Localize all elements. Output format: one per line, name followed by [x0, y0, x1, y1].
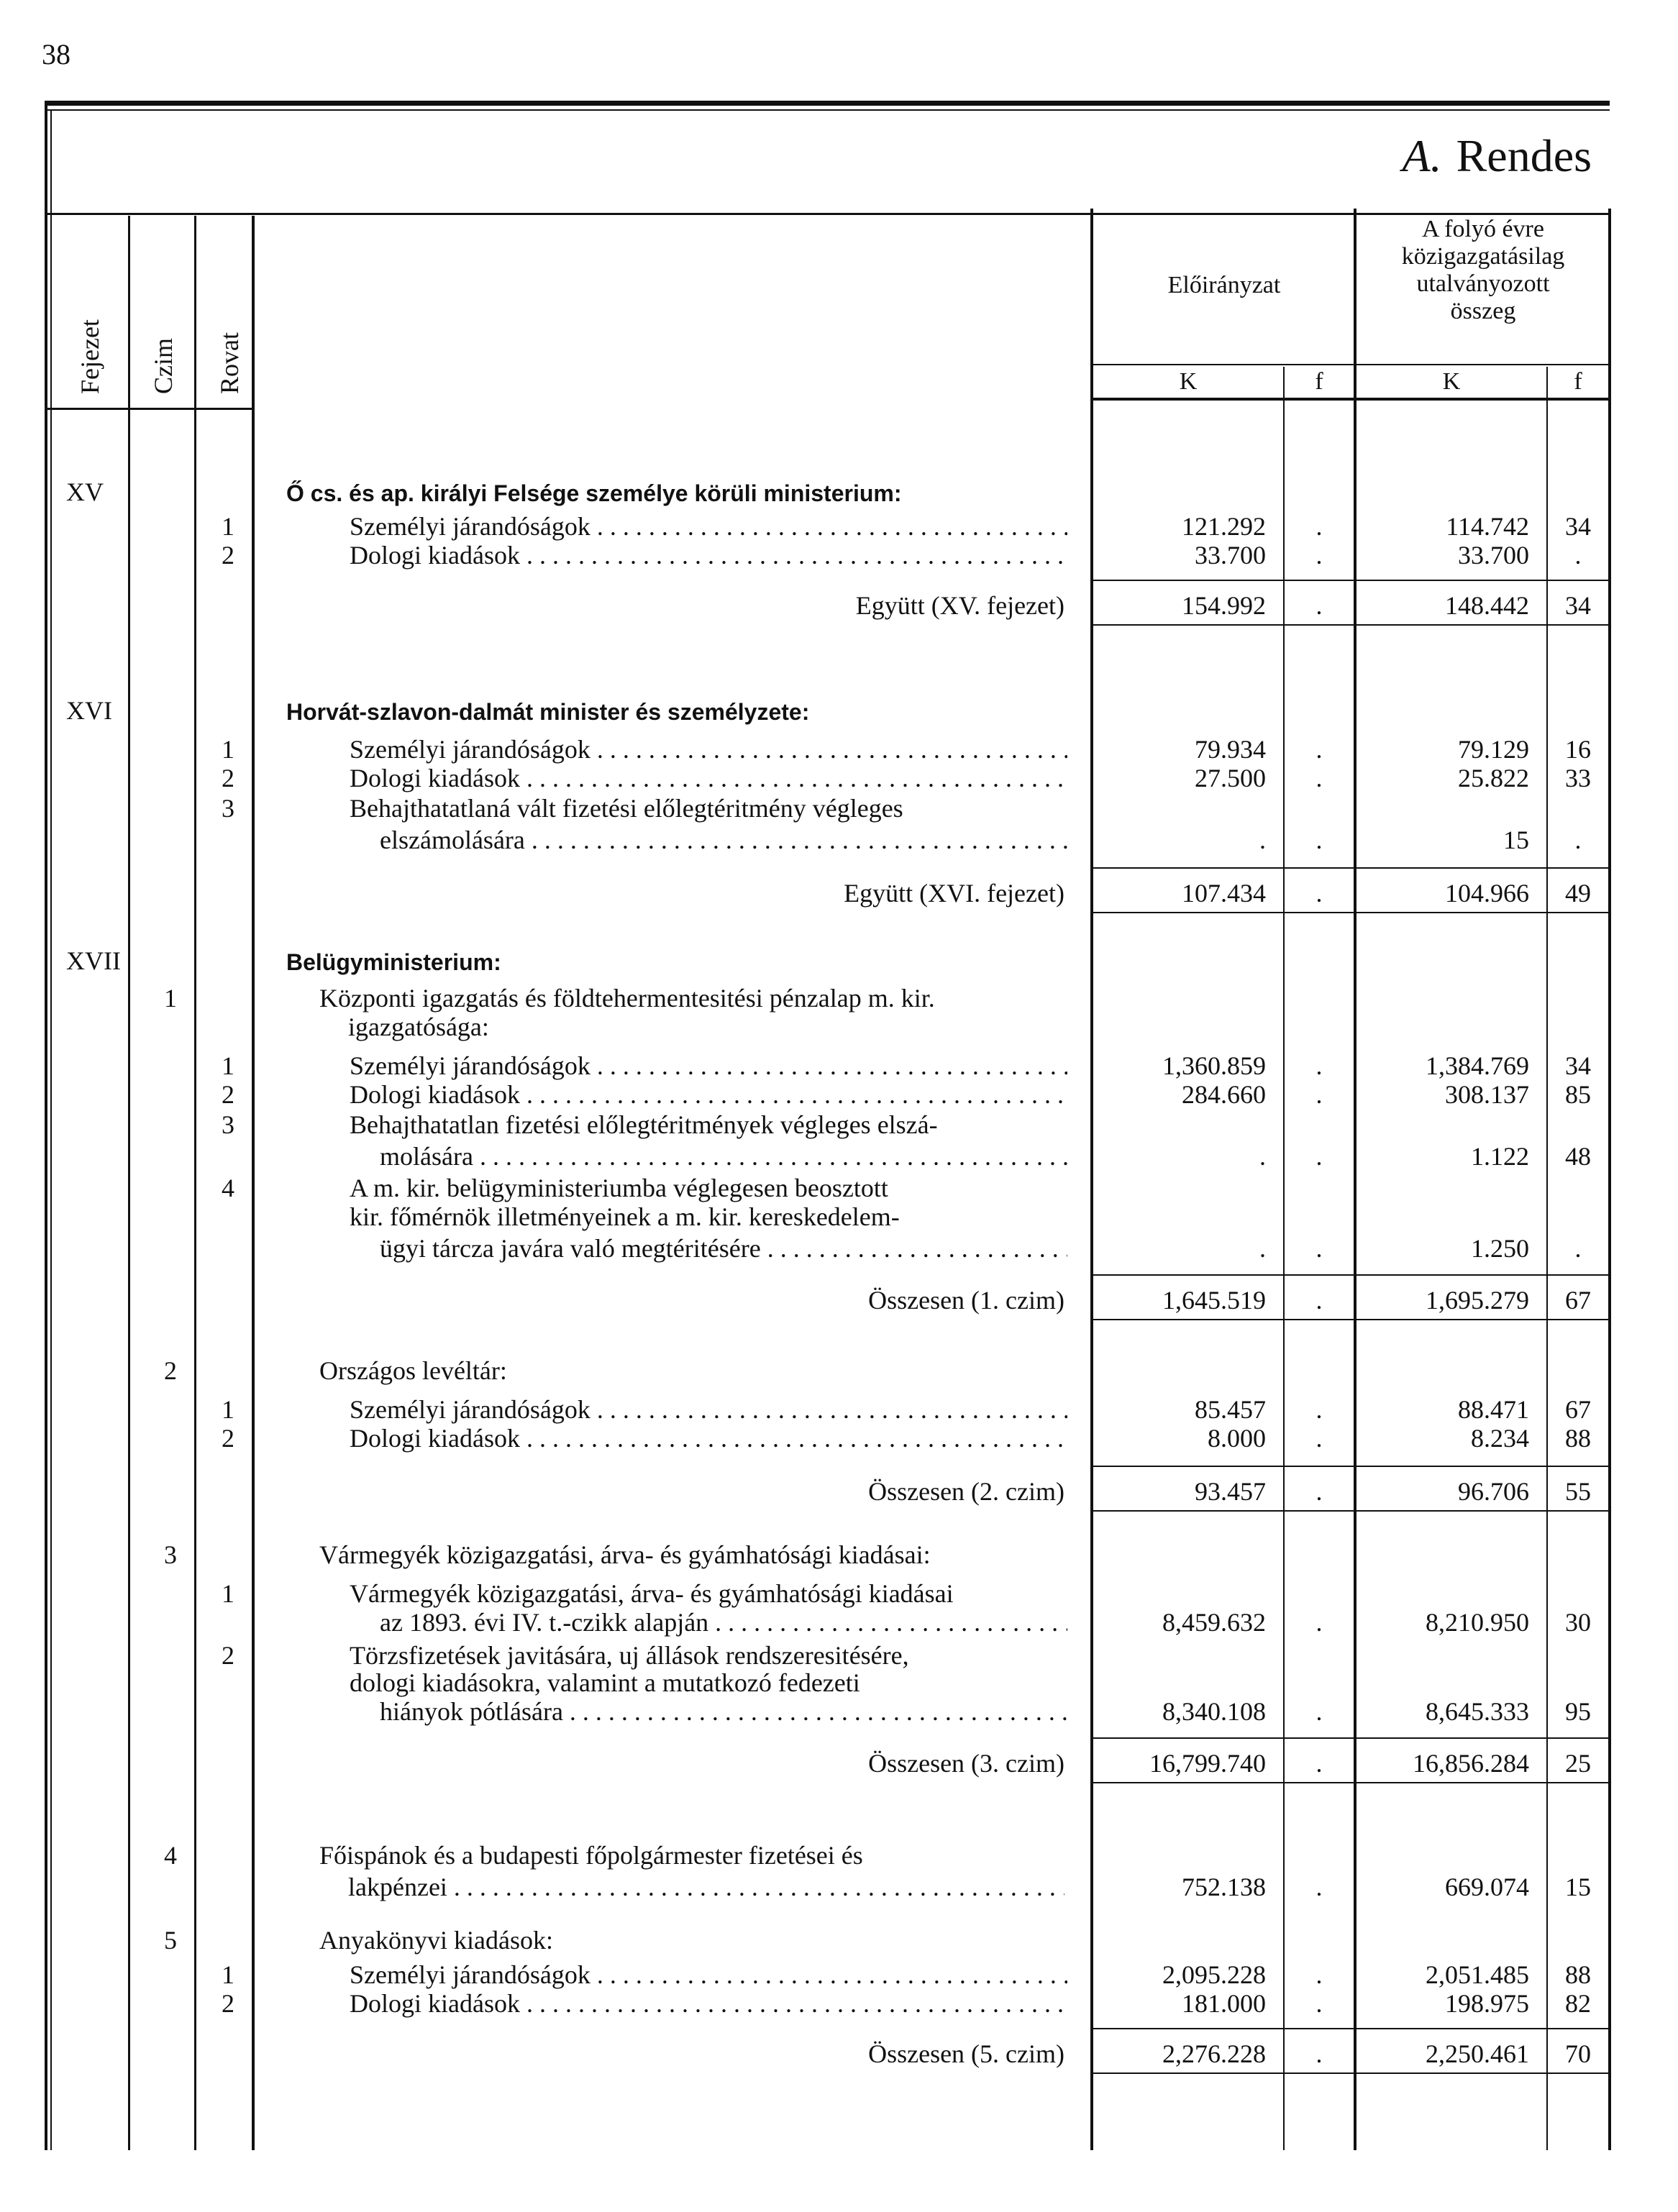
czim-number: 1: [164, 984, 177, 1013]
sum-rule-bottom: [1093, 1319, 1608, 1320]
line-item-label: Dologi kiadások . . .: [350, 764, 1067, 792]
eloiranyzat-f: .: [1316, 764, 1323, 792]
eloiranyzat-k: 181.000: [1182, 1989, 1266, 2018]
utalvanyozott-k: 104.966: [1445, 879, 1529, 908]
line-item-label: Dologi kiadások . . .: [350, 1424, 1067, 1453]
total-label: Összesen (2. czim): [868, 1477, 1064, 1506]
fejezet-label: XVI: [66, 696, 112, 725]
utalvanyozott-f: 34: [1565, 512, 1591, 541]
eloiranyzat-k: 8.000: [1208, 1424, 1266, 1453]
utalvanyozott-f: 85: [1565, 1080, 1591, 1109]
rovat-number: 4: [222, 1174, 234, 1202]
line-item-label: az 1893. évi IV. t.-czikk alapján . . .: [380, 1608, 1067, 1637]
utalvanyozott-k: 198.975: [1445, 1989, 1529, 2018]
eloiranyzat-f: .: [1316, 1477, 1323, 1506]
rovat-number: 1: [222, 735, 234, 764]
line-item-label: Személyi járandóságok . . .: [350, 1960, 1067, 1989]
total-label: Együtt (XV. fejezet): [855, 591, 1064, 620]
section-title: Belügyministerium:: [286, 949, 501, 975]
line-item: [350, 1424, 1067, 1453]
utalvanyozott-k: 79.129: [1458, 735, 1529, 764]
line-item-text: dologi kiadásokra, valamint a mutatkozó fedezeti: [350, 1668, 860, 1697]
line-item-label: Személyi járandóságok . . .: [350, 735, 1067, 764]
utalvanyozott-f: 67: [1565, 1286, 1591, 1315]
sum-rule-top: [1093, 1466, 1608, 1467]
line-item: [350, 1080, 1067, 1109]
eloiranyzat-f: .: [1316, 1395, 1323, 1424]
sum-rule-top: [1093, 1274, 1608, 1276]
eloiranyzat-f: .: [1316, 826, 1323, 854]
eloiranyzat-f: .: [1316, 1080, 1323, 1109]
utalvanyozott-f: .: [1574, 826, 1582, 854]
utalvanyozott-f: 49: [1565, 879, 1591, 908]
rovat-number: 1: [222, 1960, 234, 1989]
header-utalv-line-2: közigazgatásilag: [1401, 243, 1565, 270]
eloiranyzat-k: 154.992: [1182, 591, 1266, 620]
sum-rule-top: [1093, 2028, 1608, 2029]
col-line-right: [1608, 209, 1611, 2150]
sum-rule-bottom: [1093, 912, 1608, 913]
utalvanyozott-k: 16,856.284: [1413, 1749, 1529, 1778]
eloiranyzat-k: 284.660: [1182, 1080, 1266, 1109]
left-border-inner: [50, 109, 52, 2150]
eloiranyzat-f: .: [1316, 1873, 1323, 1901]
header-bottom-rule-right: [1092, 398, 1610, 401]
line-item-label: ügyi tárcza javára való megtéritésére . . .: [380, 1234, 1067, 1263]
eloiranyzat-f: .: [1316, 1697, 1323, 1726]
eloiranyzat-k: .: [1259, 1142, 1266, 1171]
line-item-label: Személyi járandóságok . . .: [350, 1395, 1067, 1424]
line-item-label: elszámolására . . .: [380, 826, 1067, 854]
line-item-label: lakpénzei . . .: [348, 1873, 1064, 1901]
czim-title: Központi igazgatás és földtehermentesitési pénzalap m. kir.: [319, 984, 935, 1013]
header-eloiranyzat: Előirányzat: [1167, 272, 1281, 298]
utalvanyozott-k: 2,250.461: [1426, 2039, 1529, 2068]
eloiranyzat-f: .: [1316, 541, 1323, 570]
utalvanyozott-k: 308.137: [1445, 1080, 1529, 1109]
line-item-label: Személyi járandóságok . . .: [350, 1051, 1067, 1080]
sum-rule-bottom: [1093, 1510, 1608, 1512]
utalvanyozott-f: 70: [1565, 2039, 1591, 2068]
czim-title: Anyakönyvi kiadások:: [319, 1926, 553, 1955]
total-label: Összesen (1. czim): [868, 1286, 1064, 1315]
eloiranyzat-f: .: [1316, 2039, 1323, 2068]
czim-number: 4: [164, 1841, 177, 1870]
rovat-number: 2: [222, 541, 234, 570]
header-top-rule: [45, 213, 1610, 215]
line-item: [380, 1234, 1067, 1263]
utalvanyozott-f: .: [1574, 541, 1582, 570]
eloiranyzat-k: 33.700: [1195, 541, 1266, 570]
line-item: [350, 1051, 1067, 1080]
line-item: [350, 764, 1067, 792]
eloiranyzat-f: .: [1316, 1608, 1323, 1637]
eloiranyzat-k: 27.500: [1195, 764, 1266, 792]
utalvanyozott-f: 34: [1565, 591, 1591, 620]
line-item-label: Személyi járandóságok . . .: [350, 512, 1067, 541]
utalvanyozott-k: 148.442: [1445, 591, 1529, 620]
rovat-number: 1: [222, 1051, 234, 1080]
sum-rule-bottom: [1093, 624, 1608, 626]
utalvanyozott-k: 114.742: [1446, 512, 1529, 541]
sum-rule-bottom: [1093, 2072, 1608, 2074]
line-item: [350, 541, 1067, 570]
rovat-number: 2: [222, 764, 234, 792]
line-item-label: molására . . .: [380, 1142, 1067, 1171]
header-f2: f: [1574, 368, 1582, 395]
czim-title-cont: igazgatósága:: [348, 1013, 489, 1041]
col-line-text: [252, 216, 255, 2150]
header-czim: Czim: [149, 338, 178, 394]
czim-title: Vármegyék közigazgatási, árva- és gyámhatósági kiadásai:: [319, 1540, 931, 1569]
rovat-number: 1: [222, 1579, 234, 1608]
eloiranyzat-k: 1,360.859: [1162, 1051, 1266, 1080]
rovat-number: 1: [222, 1395, 234, 1424]
header-k1: K: [1179, 368, 1198, 395]
rovat-number: 2: [222, 1080, 234, 1109]
utalvanyozott-k: 8,645.333: [1426, 1697, 1529, 1726]
rovat-number: 3: [222, 1110, 234, 1139]
utalvanyozott-k: 96.706: [1458, 1477, 1529, 1506]
top-rule-thick: [45, 101, 1610, 106]
line-item: [350, 1960, 1067, 1989]
eloiranyzat-k: 93.457: [1195, 1477, 1266, 1506]
line-item: [380, 1608, 1067, 1637]
utalvanyozott-k: 8.234: [1471, 1424, 1529, 1453]
eloiranyzat-k: 2,276.228: [1162, 2039, 1266, 2068]
czim-number: 5: [164, 1926, 177, 1955]
line-item: [350, 1989, 1067, 2018]
total-label: Összesen (3. czim): [868, 1749, 1064, 1778]
top-rule-thin: [45, 109, 1610, 111]
header-k2: K: [1442, 368, 1461, 395]
eloiranyzat-k: .: [1259, 826, 1266, 854]
header-rovat: Rovat: [215, 332, 244, 394]
rovat-number: 2: [222, 1989, 234, 2018]
utalvanyozott-k: 15: [1503, 826, 1529, 854]
utalvanyozott-k: 25.822: [1458, 764, 1529, 792]
eloiranyzat-k: 752.138: [1182, 1873, 1266, 1901]
czim-number: 2: [164, 1356, 177, 1385]
line-item: [350, 512, 1067, 541]
line-item-label: Dologi kiadások . . .: [350, 1989, 1067, 2018]
sum-rule-top: [1093, 580, 1608, 581]
utalvanyozott-k: 1.122: [1471, 1142, 1529, 1171]
eloiranyzat-k: 107.434: [1182, 879, 1266, 908]
utalvanyozott-f: 88: [1565, 1424, 1591, 1453]
utalvanyozott-k: 1.250: [1471, 1234, 1529, 1263]
total-label: Összesen (5. czim): [868, 2039, 1064, 2068]
rovat-number: 2: [222, 1641, 234, 1670]
line-item-text: Törzsfizetések javitására, uj állások rendszeresitésére,: [350, 1641, 909, 1670]
header-utalvanyozott: [1356, 216, 1610, 325]
czim-title: Országos levéltár:: [319, 1356, 507, 1385]
line-item: [380, 1697, 1067, 1726]
eloiranyzat-f: .: [1316, 1989, 1323, 2018]
utalvanyozott-f: 34: [1565, 1051, 1591, 1080]
header-utalv-line-1: A folyó évre: [1422, 216, 1544, 242]
page-title: [1403, 129, 1592, 183]
sum-rule-top: [1093, 1737, 1608, 1739]
sum-rule-bottom: [1093, 1782, 1608, 1783]
title-word: Rendes: [1456, 130, 1592, 181]
fejezet-label: XVII: [66, 946, 121, 975]
total-label: Együtt (XVI. fejezet): [844, 879, 1064, 908]
line-item-text: kir. főmérnök illetményeinek a m. kir. kereskedelem-: [350, 1202, 900, 1231]
col-line-k2: [1354, 209, 1356, 2150]
eloiranyzat-k: 8,340.108: [1162, 1697, 1266, 1726]
eloiranyzat-f: .: [1316, 1142, 1323, 1171]
utalvanyozott-f: .: [1574, 1234, 1582, 1263]
eloiranyzat-k: 79.934: [1195, 735, 1266, 764]
line-item-label: Dologi kiadások . . .: [350, 541, 1067, 570]
utalvanyozott-k: 8,210.950: [1426, 1608, 1529, 1637]
header-bottom-rule-left: [45, 408, 253, 410]
eloiranyzat-f: .: [1316, 735, 1323, 764]
rovat-number: 2: [222, 1424, 234, 1453]
col-line-czim: [128, 216, 130, 2150]
header-fejezet: Fejezet: [76, 319, 104, 394]
line-item: [350, 1395, 1067, 1424]
utalvanyozott-f: 30: [1565, 1608, 1591, 1637]
kf-rule: [1092, 364, 1610, 365]
section-title: Horvát-szlavon-dalmát minister és személyzete:: [286, 699, 810, 725]
line-item-label: hiányok pótlására . . .: [380, 1697, 1067, 1726]
eloiranyzat-k: 121.292: [1182, 512, 1266, 541]
eloiranyzat-f: .: [1316, 591, 1323, 620]
eloiranyzat-k: 16,799.740: [1149, 1749, 1266, 1778]
czim-title: Főispánok és a budapesti főpolgármester fizetései és: [319, 1841, 863, 1870]
line-item-text: Behajthatatlaná vált fizetési előlegtéritmény végleges: [350, 794, 903, 823]
line-item-text: Vármegyék közigazgatási, árva- és gyámhatósági kiadásai: [350, 1579, 954, 1608]
fejezet-label: XV: [66, 477, 104, 506]
utalvanyozott-f: 67: [1565, 1395, 1591, 1424]
sum-rule-top: [1093, 867, 1608, 869]
utalvanyozott-k: 1,384.769: [1426, 1051, 1529, 1080]
eloiranyzat-k: 85.457: [1195, 1395, 1266, 1424]
page-number: 38: [42, 38, 70, 70]
utalvanyozott-f: 16: [1565, 735, 1591, 764]
header-utalv-line-3: utalványozott: [1416, 270, 1550, 297]
utalvanyozott-f: 15: [1565, 1873, 1591, 1901]
utalvanyozott-f: 48: [1565, 1142, 1591, 1171]
utalvanyozott-k: 2,051.485: [1426, 1960, 1529, 1989]
eloiranyzat-f: .: [1316, 1424, 1323, 1453]
utalvanyozott-k: 33.700: [1458, 541, 1529, 570]
line-item: [380, 1142, 1067, 1171]
section-title: Ő cs. és ap. királyi Felsége személye körüli ministerium:: [286, 480, 902, 506]
header-utalv-line-4: összeg: [1450, 298, 1516, 324]
eloiranyzat-k: .: [1259, 1234, 1266, 1263]
line-item-text: A m. kir. belügyministeriumba véglegesen beosztott: [350, 1174, 888, 1202]
eloiranyzat-f: .: [1316, 512, 1323, 541]
eloiranyzat-f: .: [1316, 1234, 1323, 1263]
utalvanyozott-f: 88: [1565, 1960, 1591, 1989]
utalvanyozott-f: 33: [1565, 764, 1591, 792]
line-item-text: Behajthatatlan fizetési előlegtéritmények végleges elszá-: [350, 1110, 938, 1139]
line-item: [380, 826, 1067, 854]
eloiranyzat-f: .: [1316, 1286, 1323, 1315]
eloiranyzat-f: .: [1316, 879, 1323, 908]
line-item: [350, 735, 1067, 764]
utalvanyozott-k: 1,695.279: [1426, 1286, 1529, 1315]
utalvanyozott-k: 88.471: [1458, 1395, 1529, 1424]
utalvanyozott-f: 25: [1565, 1749, 1591, 1778]
eloiranyzat-k: 8,459.632: [1162, 1608, 1266, 1637]
col-line-k1: [1090, 209, 1093, 2150]
utalvanyozott-f: 95: [1565, 1697, 1591, 1726]
eloiranyzat-k: 2,095.228: [1162, 1960, 1266, 1989]
col-line-rovat: [194, 216, 196, 2150]
title-letter: A.: [1402, 130, 1442, 181]
rovat-number: 3: [222, 794, 234, 823]
utalvanyozott-k: 669.074: [1445, 1873, 1529, 1901]
czim-number: 3: [164, 1540, 177, 1569]
utalvanyozott-f: 82: [1565, 1989, 1591, 2018]
eloiranyzat-f: .: [1316, 1051, 1323, 1080]
utalvanyozott-f: 55: [1565, 1477, 1591, 1506]
rovat-number: 1: [222, 512, 234, 541]
line-item-label: Dologi kiadások . . .: [350, 1080, 1067, 1109]
eloiranyzat-k: 1,645.519: [1162, 1286, 1266, 1315]
eloiranyzat-f: .: [1316, 1749, 1323, 1778]
line-item: [348, 1873, 1064, 1901]
header-f1: f: [1315, 368, 1323, 395]
eloiranyzat-f: .: [1316, 1960, 1323, 1989]
